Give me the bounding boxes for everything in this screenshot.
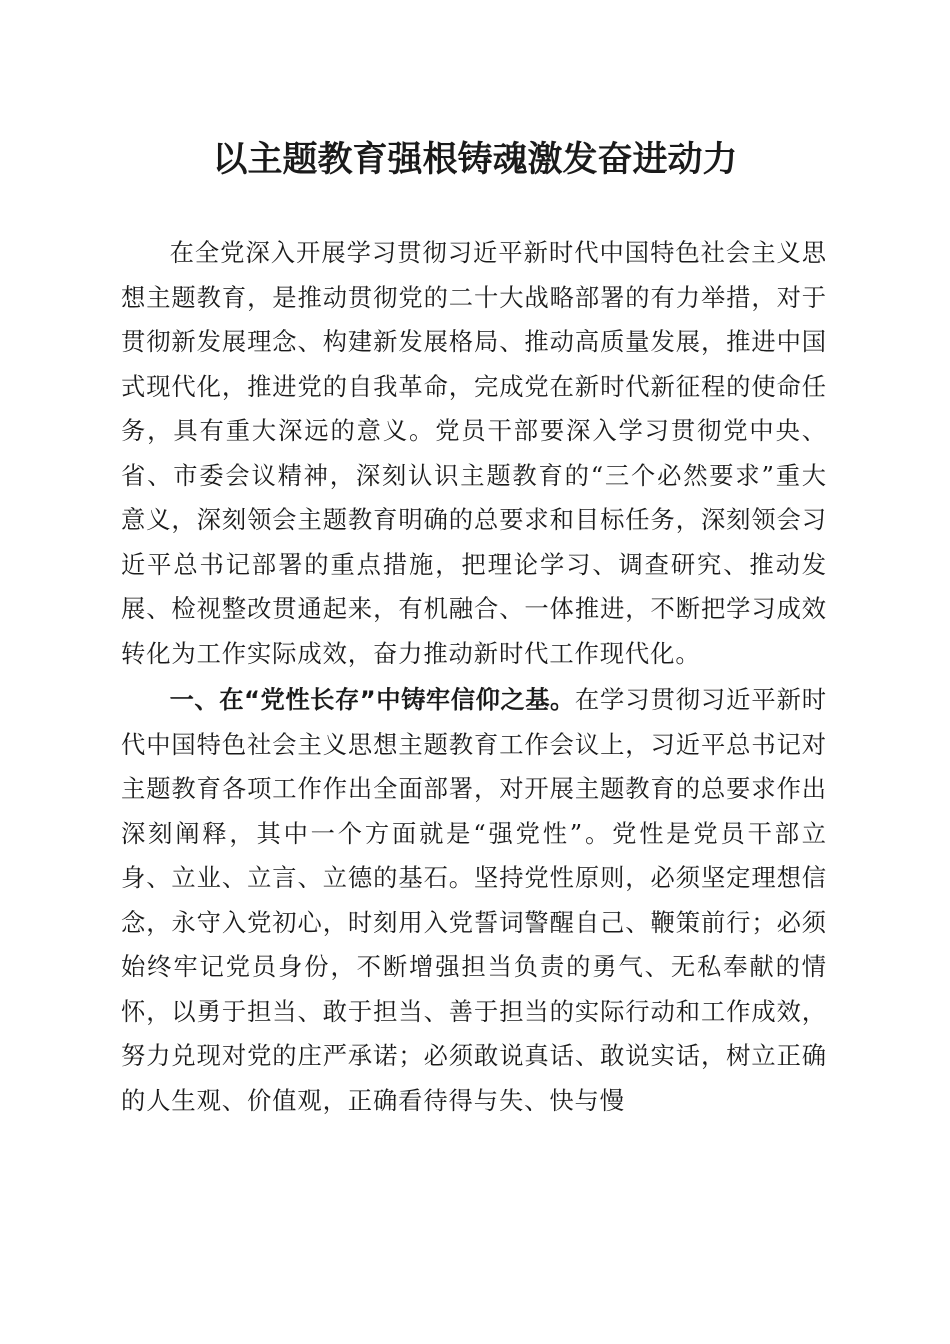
section-one-heading: 一、在“党性长存”中铸牢信仰之基。 — [169, 685, 575, 714]
intro-paragraph: 在全党深入开展学习贯彻习近平新时代中国特色社会主义思想主题教育，是推动贯彻党的二十大战略部署的有力举措，对于贯彻新发展理念、构建新发展格局、推动高质量发展，推进中国式现代化，推进党的自我革命，完成党在新时代新征程的使命任务，具有重大深远的意义。党员干部要深入学习贯彻党中央、省、市委会议精神，深刻认识主题教育的“三个必然要求”重大意义，深刻领会主题教育明确的总要求和目标任务，深刻领会习近平总书记部署的重点措施，把理论学习、调查研究、推动发展、检视整改贯通起来，有机融合、一体推进，不断把学习成效转化为工作实际成效，奋力推动新时代工作现代化。 — [121, 238, 827, 668]
section-one-paragraph — [121, 678, 827, 1123]
document-title: 以主题教育强根铸魂激发奋进动力 — [212, 139, 738, 180]
section-one-text: 在学习贯彻习近平新时代中国特色社会主义思想主题教育工作会议上，习近平总书记对主题教育各项工作作出全面部署，对开展主题教育的总要求作出深刻阐释，其中一个方面就是“强党性”。党性是党员干部立身、立业、立言、立德的基石。坚持党性原则，必须坚定理想信念，永守入党初心，时刻用入党誓词警醒自己、鞭策前行；必须始终牢记党员身份，不断增强担当负责的勇气、无私奉献的情怀，以勇于担当、敢于担当、善于担当的实际行动和工作成效，努力兑现对党的庄严承诺；必须敢说真话、敢说实话，树立正确的人生观、价值观，正确看待得与失、快与慢 — [121, 685, 828, 1115]
document-body — [121, 231, 827, 1123]
